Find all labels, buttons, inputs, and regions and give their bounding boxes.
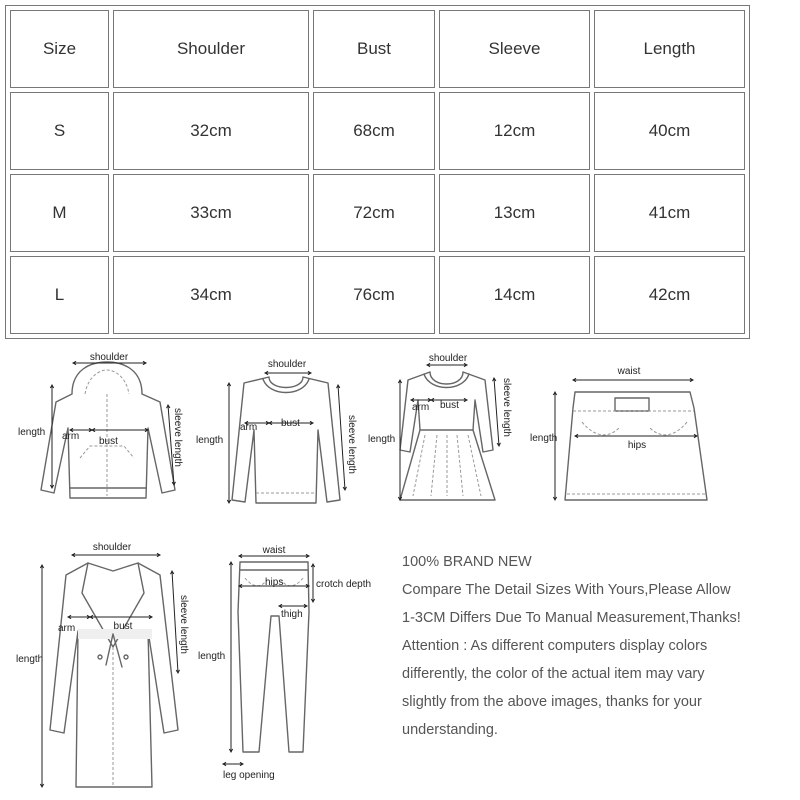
length-label: length bbox=[368, 434, 396, 445]
header-cell-bust: Bust bbox=[313, 10, 435, 88]
arm-label: arm bbox=[240, 422, 258, 433]
shoulder-label: shoulder bbox=[92, 542, 132, 553]
sleeve-length-label: sleeve length bbox=[346, 415, 357, 474]
table-cell: M bbox=[10, 174, 109, 252]
length-label: length bbox=[18, 427, 46, 438]
hoodie-diagram bbox=[10, 350, 205, 515]
table-cell: 14cm bbox=[439, 256, 590, 334]
sweater-drawing bbox=[232, 377, 340, 503]
table-cell: 12cm bbox=[439, 92, 590, 170]
pants-diagram bbox=[195, 540, 385, 790]
table-cell: 72cm bbox=[313, 174, 435, 252]
table-row bbox=[10, 92, 745, 170]
sweater-diagram bbox=[193, 355, 368, 515]
table-cell: 68cm bbox=[313, 92, 435, 170]
length-label: length bbox=[530, 433, 558, 444]
arm-label: arm bbox=[58, 623, 76, 634]
header-cell-shoulder: Shoulder bbox=[113, 10, 309, 88]
shoulder-label: shoulder bbox=[267, 359, 307, 370]
attention-note-line-1: Attention : As different computers display colors bbox=[402, 638, 708, 654]
arm-label: arm bbox=[412, 402, 430, 413]
table-cell: 40cm bbox=[594, 92, 745, 170]
length-label: length bbox=[198, 651, 226, 662]
hips-label: hips bbox=[265, 577, 284, 588]
coat-diagram bbox=[10, 535, 210, 795]
skirt-diagram bbox=[527, 360, 717, 515]
table-header-row bbox=[10, 10, 745, 88]
compare-note-line-2: 1-3CM Differs Due To Manual Measurement,Thanks! bbox=[402, 610, 741, 626]
table-cell: S bbox=[10, 92, 109, 170]
header-cell-size: Size bbox=[10, 10, 109, 88]
table-cell: 41cm bbox=[594, 174, 745, 252]
dress-diagram bbox=[367, 350, 532, 515]
sleeve-length-label: sleeve length bbox=[178, 595, 189, 654]
leg-opening-label: leg opening bbox=[223, 770, 275, 781]
sleeve-measure-line bbox=[338, 385, 345, 490]
hips-label: hips bbox=[627, 440, 647, 451]
product-notes bbox=[402, 548, 797, 744]
sleeve-measure-line bbox=[172, 571, 178, 673]
table-cell: 42cm bbox=[594, 256, 745, 334]
length-label: length bbox=[16, 654, 44, 665]
attention-note-line-4: understanding. bbox=[402, 722, 498, 738]
table-cell: 32cm bbox=[113, 92, 309, 170]
table-row bbox=[10, 174, 745, 252]
coat-drawing bbox=[50, 563, 178, 787]
bust-label: bust bbox=[99, 436, 118, 447]
dress-drawing bbox=[400, 372, 495, 500]
sleeve-length-label: sleeve length bbox=[172, 408, 183, 467]
attention-note-line-2: differently, the color of the actual item may vary bbox=[402, 666, 705, 682]
brand-new-note: 100% BRAND NEW bbox=[402, 554, 532, 570]
bust-label: bust bbox=[113, 621, 133, 632]
shoulder-label: shoulder bbox=[428, 353, 468, 364]
table-cell: 34cm bbox=[113, 256, 309, 334]
waist-label: waist bbox=[262, 545, 286, 556]
sleeve-measure-line bbox=[494, 378, 499, 446]
table-cell: 33cm bbox=[113, 174, 309, 252]
arm-label: arm bbox=[62, 431, 80, 442]
header-cell-sleeve: Sleeve bbox=[439, 10, 590, 88]
attention-note-line-3: slightly from the above images, thanks for your bbox=[402, 694, 702, 710]
bust-label: bust bbox=[281, 418, 300, 429]
thigh-label: thigh bbox=[281, 609, 303, 620]
size-chart-table bbox=[5, 5, 750, 339]
length-label: length bbox=[196, 435, 224, 446]
compare-note-line-1: Compare The Detail Sizes With Yours,Please Allow bbox=[402, 582, 731, 598]
pants-drawing bbox=[238, 562, 309, 752]
crotch-depth-label: crotch depth bbox=[316, 579, 372, 590]
table-row bbox=[10, 256, 745, 334]
shoulder-label: shoulder bbox=[89, 352, 129, 363]
table-cell: L bbox=[10, 256, 109, 334]
header-cell-length: Length bbox=[594, 10, 745, 88]
table-cell: 13cm bbox=[439, 174, 590, 252]
waist-label: waist bbox=[617, 366, 641, 377]
sleeve-length-label: sleeve length bbox=[501, 378, 512, 437]
bust-label: bust bbox=[440, 400, 459, 411]
table-cell: 76cm bbox=[313, 256, 435, 334]
